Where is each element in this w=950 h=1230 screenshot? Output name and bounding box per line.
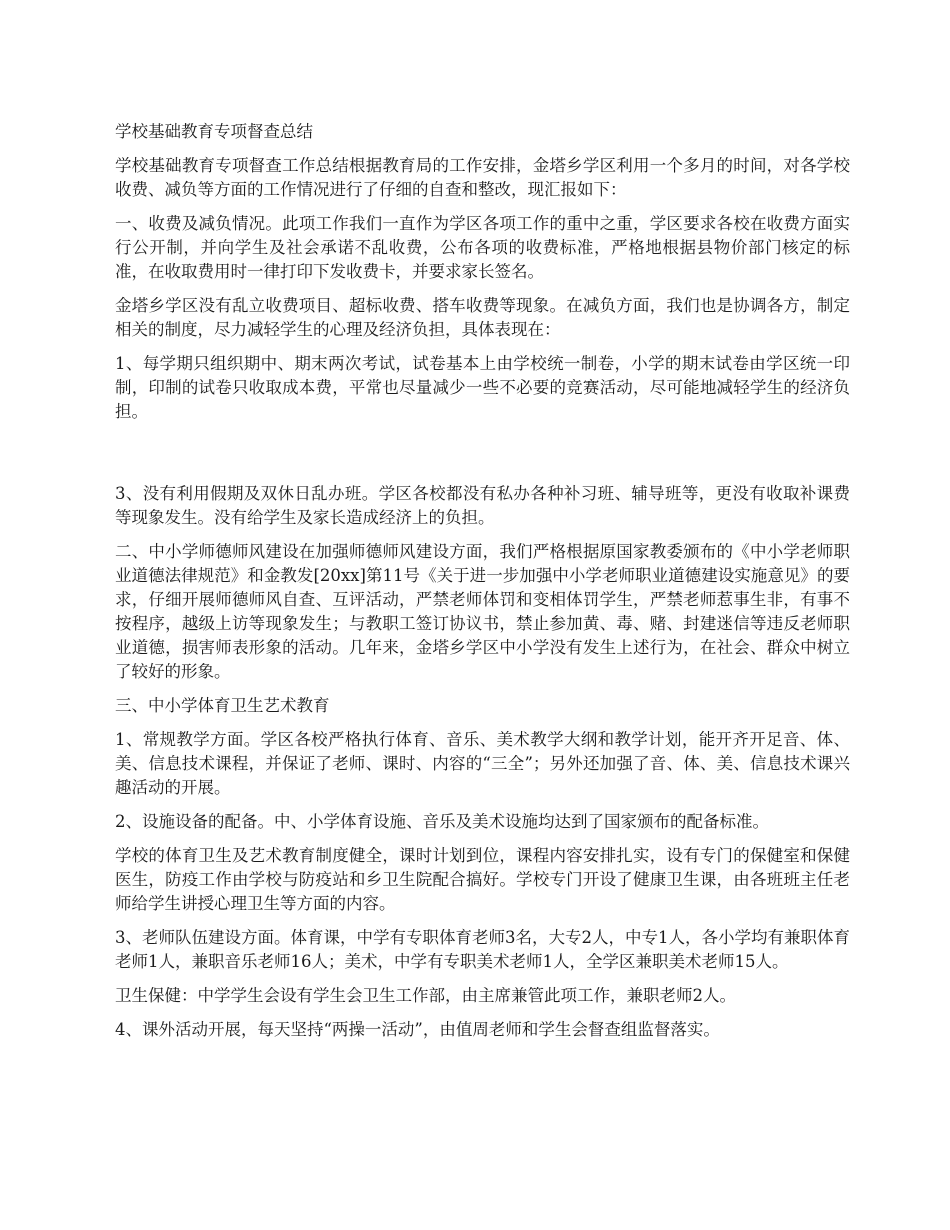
paragraph-exams: 1、每学期只组织期中、期末两次考试，试卷基本上由学校统一制卷，小学的期末试卷由学区统一印制，印制的试卷只收取成本费，平常也尽量减少一些不必要的竞赛活动，尽可能地减轻学生的经济负担。 [115, 354, 850, 421]
paragraph-no-holiday-classes: 3、没有利用假期及双休日乱办班。学区各校都没有私办各种补习班、辅导班等，更没有收取补课费等现象发生。没有给学生及家长造成经济上的负担。 [115, 484, 850, 527]
paragraph-routine-teaching: 1、常规教学方面。学区各校严格执行体育、音乐、美术教学大纲和教学计划，能开齐开足音、体、美、信息技术课程，并保证了老师、课时、内容的“三全”；另外还加强了音、体、美、信息技术课兴趣活动的开展。 [115, 730, 850, 797]
paragraph-no-illegal-fees: 金塔乡学区没有乱立收费项目、超标收费、搭车收费等现象。在减负方面，我们也是协调各方，制定相关的制度，尽力减轻学生的心理及经济负担，具体表现在： [115, 296, 850, 339]
paragraph-fees-reduction: 一、收费及减负情况。此项工作我们一直作为学区各项工作的重中之重，学区要求各校在收费方面实行公开制，并向学生及社会承诺不乱收费，公布各项的收费标准，严格地根据县物价部门核定的标准，在收取费用时一律打印下发收费卡，并要求家长签名。 [115, 214, 850, 281]
blank-space [115, 434, 850, 482]
paragraph-health-system: 学校的体育卫生及艺术教育制度健全，课时计划到位，课程内容安排扎实，设有专门的保健室和保健医生，防疫工作由学校与防疫站和乡卫生院配合搞好。学校专门开设了健康卫生课，由各班班主任老师给学生讲授心理卫生等方面的内容。 [115, 846, 850, 913]
document-page [115, 120, 850, 1052]
document-title: 学校基础教育专项督查总结 [115, 122, 313, 141]
paragraph-intro: 学校基础教育专项督查工作总结根据教育局的工作安排，金塔乡学区利用一个多月的时间，对各学校收费、减负等方面的工作情况进行了仔细的自查和整改，现汇报如下： [115, 156, 850, 199]
paragraph-teacher-ethics: 二、中小学师德师风建设在加强师德师风建设方面，我们严格根据原国家教委颁布的《中小学老师职业道德法律规范》和金教发[20xx]第11号《关于进一步加强中小学老师职业道德建设实施意见》的要求，仔细开展师德师风自查、互评活动，严禁老师体罚和变相体罚学生，严禁老师惹事生非，有事不按程序，越级上访等现象发生；与教职工签订协议书，禁止参加黄、毒、赌、封建迷信等违反老师职业道德，损害师表形象的活动。几年来，金塔乡学区中小学没有发生上述行为，在社会、群众中树立了较好的形象。 [115, 542, 850, 681]
paragraph-health-care: 卫生保健：中学学生会设有学生会卫生工作部，由主席兼管此项工作，兼职老师2人。 [115, 986, 736, 1005]
paragraph-teacher-staffing: 3、老师队伍建设方面。体育课，中学有专职体育老师3名，大专2人，中专1人，各小学均有兼职体育老师1人，兼职音乐老师16人；美术，中学有专职美术老师1人，全学区兼职美术老师15人。 [115, 928, 850, 971]
paragraph-extracurricular: 4、课外活动开展，每天坚持“两操一活动”，由值周老师和学生会督查组监督落实。 [115, 1020, 720, 1039]
section-heading-pe-health-art: 三、中小学体育卫生艺术教育 [115, 696, 330, 715]
paragraph-facilities: 2、设施设备的配备。中、小学体育设施、音乐及美术设施均达到了国家颁布的配备标准。 [115, 812, 769, 831]
